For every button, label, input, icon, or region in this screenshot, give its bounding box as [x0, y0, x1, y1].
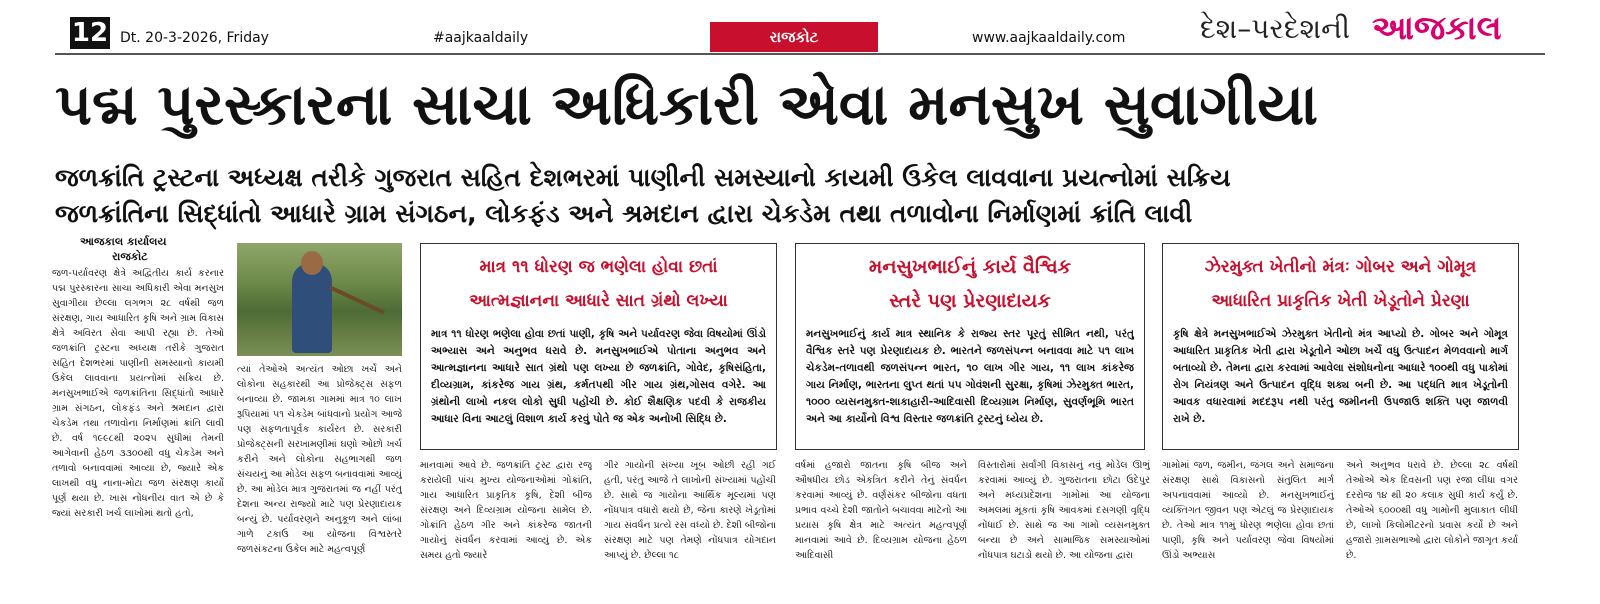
- bottom-column-4: વિસ્તારોમાં સર્વાંગી વિકાસનું નવું મોડેલ ઊભું કરવામાં આવ્યું છે. ગુજરાતના છોટા ઉદેપુર અને મધ્યપ્રદેશના ગામોમાં આ યોજના અમલમાં મૂકતાં કૃષિ આવકમાં દસગણી વૃદ્ધિ નોંધાઈ છે. સાથે જ આ ગામો વ્યસનમુક્ત બન્યા છે અને સામાજિક સમસ્યાઓમાં નોંધપાત્ર ઘટાડો થયો છે. આ યોજના દ્વારા: [978, 460, 1150, 561]
- box1-heading-2: આત્મજ્ઞાનના આધારે સાત ગ્રંથો લખ્યા: [469, 291, 728, 311]
- article-column-1: જળ-પર્યાવરણ ક્ષેત્રે અદ્વિતીય કાર્ય કરનાર પદ્મ પુરસ્કારના સાચા અધિકારી એવા મનસુખ સુવાગીયા છેલ્લા લગભગ ૨૮ વર્ષથી જળ સંરક્ષણ, ગાય આધારિત કૃષિ અને ગ્રામ વિકાસ ક્ષેત્રે અવિરત સેવા આપી રહ્યા છે. તેઓ જળક્રાંતિ ટ્રસ્ટના અધ્યક્ષ તરીકે ગુજરાત સહિત દેશભરમાં પાણીની સમસ્યાનો કાયમી ઉકેલ લાવવાના પ્રયત્નોમાં સક્રિય છે. મનસુખભાઈએ જળક્રાંતિના સિદ્ધાંતો આધારે ગ્રામ સંગઠન, લોકફંડ અને શ્રમદાન દ્વારા ચેકડેમ તથા તળાવોના નિર્માણમાં ક્રાંતિ લાવી છે. વર્ષ ૧૯૯૮થી ૨૦૨૫ સુધીમાં તેમની આગેવાની હેઠળ ૩૩૦૦થી વધુ ચેકડેમ અને તળાવો બનાવવામાં આવ્યા છે, જ્યારે એક લાખથી વધુ નાના-મોટા જળ સંરક્ષણ કાર્યો પૂર્ણ થયા છે. ખાસ નોંધનીય વાત એ છે કે જ્યાં સરકારી ખર્ચ લાખોમાં થતો હતો,: [52, 268, 224, 519]
- issue-date: Dt. 20-3-2026, Friday: [120, 30, 269, 46]
- headline: પદ્મ પુરસ્કારના સાચા અધિકારી એવા મનસુખ સુવાગીયા: [55, 72, 1318, 138]
- brand-prefix: દેશ–પરદેશની: [1200, 12, 1350, 45]
- website-url: www.aajkaaldaily.com: [972, 30, 1126, 46]
- box2-heading-1: મનસુખભાઈનું કાર્ય વૈશ્વિક: [868, 256, 1072, 278]
- bottom-column-5: ગામોમાં જળ, જમીન, જંગલ અને સમાજના સંરક્ષણ સાથે વિકાસનો સંતુલિત માર્ગ અપનાવવામાં આવ્યો છે. મનસુખભાઈનું વ્યક્તિગત જીવન પણ એટલું જ પ્રેરણાદાયક છે. તેઓ માત્ર ૧૧મું ધોરણ ભણેલા હોવા છતાં પાણી, કૃષિ અને પર્યાવરણ જેવા વિષયોમાં ઊંડો અભ્યાસ: [1162, 460, 1334, 561]
- deck-line-1: જળક્રાંતિ ટ્રસ્ટના અધ્યક્ષ તરીકે ગુજરાત સહિત દેશભરમાં પાણીની સમસ્યાનો કાયમી ઉકેલ લાવવાના પ્રયત્નોમાં સક્રિય: [55, 163, 1231, 192]
- box2-body: મનસુખભાઈનું કાર્ય માત્ર સ્થાનિક કે રાજ્ય સ્તર પૂરતું સીમિત નથી, પરંતુ વૈશ્વિક સ્તરે પણ પ્રેરણાદાયક છે. ભારતને જળસંપન્ન બનાવવા માટે ૫૧ લાખ ચેકડેમ-તળાવથી જળસંપન્ન ભારત, ૧૦ લાખ ગીર ગાય, ૧૧ લાખ કાંકરેજ ગાય નિર્માણ, ભારતના લુપ્ત થતાં ૫૫ ગોવંશની સુરક્ષા, કૃષિમાં ઝેરમુક્ત ભારત, ૧૦૦૦ વ્યસનમુક્ત-શાકાહારી-આદિવાસી દિવ્યગ્રામ નિર્માણ, સુવર્ણભૂમિ ભારત અને આ કાર્યોનો વિશ્વ વિસ્તાર જળક્રાંતિ ટ્રસ્ટનું ધ્યેય છે.: [806, 328, 1134, 425]
- person-head: [301, 251, 323, 275]
- person-figure: [292, 263, 332, 353]
- byline: આજકાલ કાર્યાલય: [80, 235, 167, 248]
- box3-heading-1: ઝેરમુક્ત ખેતીનો મંત્રઃ ગોબર અને ગોમૂત્ર: [1204, 257, 1477, 277]
- page-number: 12: [71, 18, 109, 48]
- box-education: [420, 243, 777, 450]
- stick-shape: [329, 286, 385, 315]
- portrait-photo: [237, 243, 402, 356]
- deck-line-2: જળક્રાંતિના સિદ્ધાંતો આધારે ગ્રામ સંગઠન, લોકફંડ અને શ્રમદાન દ્વારા ચેકડેમ તથા તળાવોના નિર્માણમાં ક્રાંતિ લાવી: [55, 199, 1193, 228]
- article-column-2: ત્યાં તેઓએ અત્યંત ઓછા ખર્ચે અને લોકોના સહકારથી આ પ્રોજેક્ટ્સ સફળ બનાવ્યા છે. જામકા ગામમાં માત્ર ૧૦ લાખ રૂપિયામાં ૫૧ ચેકડેમ બાંધવાનો પ્રયોગ આજે પણ સફળતાપૂર્વક કાર્યરત છે. સરકારી પ્રોજેક્ટ્સની સરખામણીમાં ઘણો ઓછો ખર્ચ કરીને અને લોકોના સહભાગથી જળ સંચયનું આ મોડેલ સફળ બનાવવામાં આવ્યું છે. આ મોડેલ માત્ર ગુજરાતમાં જ નહીં પરંતુ દેશના અન્ય રાજ્યો માટે પણ પ્રેરણાદાયક બન્યું છે. પર્યાવરણને અનુકૂળ અને લાંબા ગાળે ટકાઉ આ યોજના વિશ્વસ્તરે જળસંકટના ઉકેલ માટે મહત્વપૂર્ણ: [237, 364, 402, 555]
- box3-heading-2: આધારિત પ્રાકૃતિક ખેતી ખેડૂતોને પ્રેરણા: [1211, 291, 1470, 311]
- dateline-city: રાજકોટ: [112, 250, 148, 263]
- box-global-impact: [795, 243, 1145, 450]
- box3-body: કૃષિ ક્ષેત્રે મનસુખભાઈએ ઝેરમુક્ત ખેતીનો મંત્ર આપ્યો છે. ગોબર અને ગોમૂત્ર આધારિત પ્રાકૃતિક ખેતી દ્વારા ખેડૂતોને ઓછા ખર્ચે વધુ ઉત્પાદન મેળવવાનો માર્ગ બતાવ્યો છે. તેમના દ્વારા કરવામાં આવેલા સંશોધનોના આધારે ૧૦૦થી વધુ પાકોમાં રોગ નિયંત્રણ અને ઉત્પાદન વૃદ્ધિ શક્ય બની છે. આ પદ્ધતિ માત્ર ખેડૂતોની આવક વધારવામાં મદદરૂપ નથી પરંતુ જમીનની ઉપજાઉ શક્તિ પણ જાળવી રાખે છે.: [1173, 328, 1508, 425]
- box1-body: માત્ર ૧૧ ધોરણ ભણેલા હોવા છતાં પાણી, કૃષિ અને પર્યાવરણ જેવા વિષયોમાં ઊંડો અભ્યાસ અને અનુભવ ધરાવે છે. મનસુખભાઈએ પોતાના અનુભવ અને આત્મજ્ઞાનના આધારે સાત ગ્રંથો પણ લખ્યા છે જળક્રાંતિ, ગોવેદ, કૃષિસંહિતા, દીવ્યગ્રામ, કાંકરેજ ગાય ગ્રંથ, કર્મતપથી ગીર ગાય ગ્રંથ,ગોસવ વગેરે. આ ગ્રંથોની લાખો નકલ લોકો સુધી પહોંચી છે. કોઈ શૈક્ષણિક પદવી કે રાજકીય આધાર વિના આટલું વિશાળ કાર્ય કરવું પોતે જ એક અનોખી સિદ્ધિ છે.: [431, 328, 766, 425]
- box1-heading-1: માત્ર ૧૧ ધોરણ જ ભણેલા હોવા છતાં: [479, 257, 718, 277]
- box2-heading-2: સ્તરે પણ પ્રેરણાદાયક: [889, 290, 1051, 312]
- bottom-column-6: અને અનુભવ ધરાવે છે. છેલ્લા ૨૮ વર્ષથી તેઓએ એક દિવસની પણ રજા લીધા વગર દરરોજ ૧૪ થી ૨૦ કલાક સુધી કાર્ય કર્યું છે. તેઓએ ૬૦૦૦થી વધુ ગામોની મુલાકાત લીધી છે, લાખો કિલોમીટરનો પ્રવાસ કર્યો છે અને હજારો ગ્રામસભાઓ દ્વારા લોકોને જાગૃત કર્યા છે.: [1346, 460, 1518, 561]
- bottom-column-3: વર્ષમાં હજારો જાતના કૃષિ બીજ અને ઔષધીય છોડ એકત્રિત કરીને તેનું સંવર્ધન કરવામાં આવ્યું છે. વર્ણસંકર બીજોના વધતા પ્રભાવ વચ્ચે દેશી જાતોને બચાવવા માટેનો આ પ્રયાસ કૃષિ ક્ષેત્ર માટે અત્યંત મહત્વપૂર્ણ માનવામાં આવે છે. દિવ્યગ્રામ યોજના હેઠળ આદિવાસી: [795, 460, 967, 561]
- bottom-column-2: ગીર ગાયોની સંખ્યા ખૂબ ઓછી રહી ગઈ હતી, પરંતુ આજે તે લાખોની સંખ્યામાં પહોંચી છે. સાથે જ ગાયોના આર્થિક મૂલ્યમાં પણ નોંધપાત્ર વધારો થયો છે, જેના કારણે ખેડૂતોમાં ગાય સંવર્ધન પ્રત્યે રસ વધ્યો છે. દેશી બીજોના સંરક્ષણ માટે પણ તેમણે નોંધપાત્ર યોગદાન આપ્યું છે. છેલ્લા ૧૮: [604, 460, 776, 561]
- masthead-divider: [55, 53, 1545, 55]
- bottom-column-1: માનવામાં આવે છે. જળક્રાંતિ ટ્રસ્ટ દ્વારા રજૂ કરાયેલી પાંચ મુખ્ય યોજનાઓમાં ગોક્રાંતિ, ગાય આધારિત પ્રાકૃતિક કૃષિ, દેશી બીજ સંરક્ષણ અને દિવ્યગ્રામ યોજના સામેલ છે. ગોક્રાંતિ હેઠળ ગીર અને કાંકરેજ જાતની ગાયોનું સંવર્ધન કરવામાં આવ્યું છે. એક સમય હતો જ્યારે: [420, 460, 592, 561]
- hashtag: #aajkaaldaily: [433, 30, 529, 46]
- brand-logo: આજકાલ: [1372, 8, 1502, 47]
- city-tag: રાજકોટ: [710, 22, 878, 52]
- box-natural-farming: [1162, 243, 1519, 450]
